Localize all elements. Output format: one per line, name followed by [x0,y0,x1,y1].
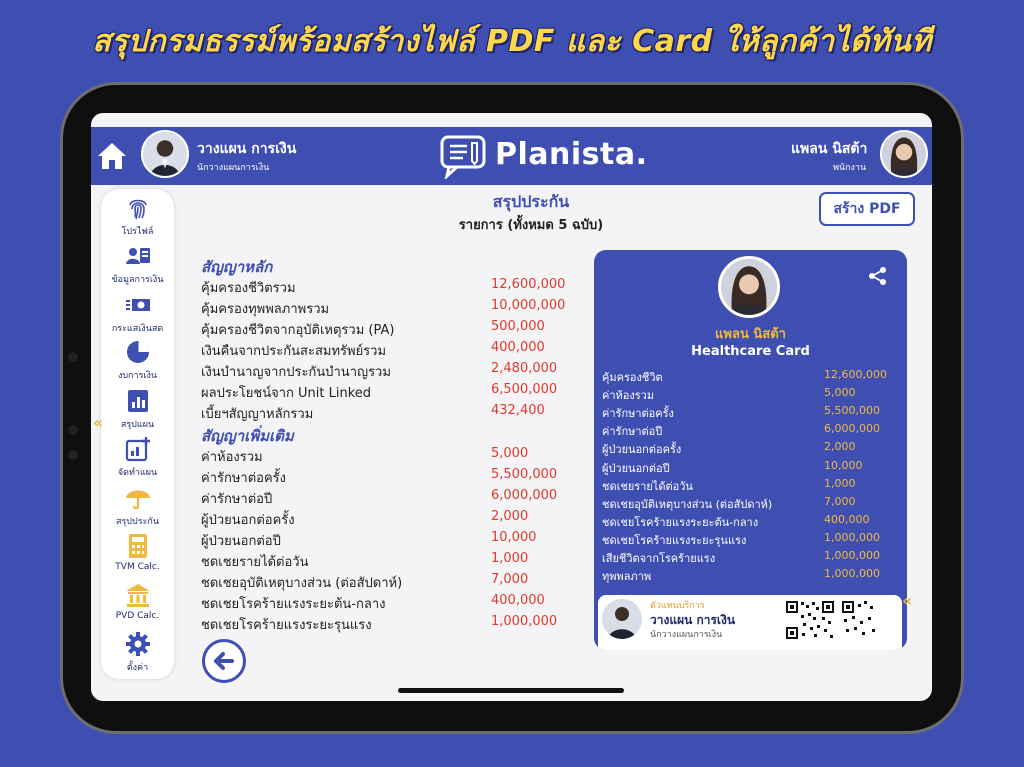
agent-info-box [598,595,902,650]
rider-row-label: ชดเชยโรคร้ายแรงระยะต้น-กลาง [201,597,386,612]
card-row-value: 2,000 [824,440,856,454]
main-contract-row-value: 12,600,000 [491,277,566,292]
card-expand-chevron-icon[interactable]: « [902,591,913,610]
card-row-value: 1,000,000 [824,549,880,562]
rider-row-value: 2,000 [491,509,529,524]
main-contract-row-label: เงินบำนาญจากประกันบำนาญรวม [201,365,391,380]
main-contract-row-label: คุ้มครองทุพพลภาพรวม [201,302,330,317]
agent-name: วางแผน การเงิน [650,613,736,627]
rider-row-value: 5,000 [491,446,529,461]
main-contract-row-label: คุ้มครองชีวิตจากอุบัติเหตุรวม (PA) [201,323,395,338]
card-row-label: เสียชีวิตจากโรคร้ายแรง [602,552,716,565]
card-row-label: ผู้ป่วยนอกต่อครั้ง [602,443,682,457]
card-row-value: 1,000 [824,476,856,490]
sidebar-label: ตั้งค่า [126,663,149,673]
sidebar-nav [101,189,174,679]
rider-row-label: ค่าห้องรวม [201,450,263,465]
main-contract-heading: สัญญาหลัก [201,258,273,276]
sidebar-item-financial-info[interactable] [101,243,174,286]
agent-label: ตัวแทนบริการ [650,601,705,611]
main-contract-row-value: 2,480,000 [491,361,558,376]
sidebar-item-pvd-calc[interactable] [101,582,174,621]
card-row-label: ชดเชยอุบัติเหตุบางส่วน (ต่อสัปดาห์) [602,497,773,511]
card-row-value: 7,000 [824,494,856,508]
sidebar-label: งบการเงิน [117,371,158,381]
user-role: พนักงาน [833,163,867,173]
create-pdf-button[interactable]: สร้าง PDF [819,192,915,226]
rider-row-label: ผู้ป่วยนอกต่อครั้ง [201,513,295,528]
card-row-label: ชดเชยรายได้ต่อวัน [602,479,693,493]
card-title: Healthcare Card [691,344,810,359]
card-row-label: คุ้มครองชีวิต [602,371,663,384]
main-contract-row-label: ผลประโยชน์จาก Unit Linked [201,386,372,401]
fingerprint-icon [125,195,151,221]
main-contract-row-value: 400,000 [491,340,545,355]
rider-row-label: ชดเชยอุบัติเหตุบางส่วน (ต่อสัปดาห์) [201,576,403,591]
healthcare-card [594,250,907,650]
app-screen [91,113,932,701]
share-icon[interactable] [868,266,888,286]
agent-avatar [602,599,642,639]
sidebar-item-cashflow[interactable] [101,292,174,335]
sidebar-item-plan-summary[interactable] [101,388,174,431]
rider-row-value: 7,000 [491,572,529,587]
cash-icon [125,292,151,318]
qr-code-icon[interactable] [786,601,878,641]
rider-row-label: ค่ารักษาต่อครั้ง [201,471,286,486]
card-row-label: ค่ารักษาต่อปี [602,425,663,439]
user-name: แพลน นิสต้า [791,141,868,157]
main-contract-row-value: 432,400 [491,403,545,418]
rider-row-value: 10,000 [491,530,537,545]
sidebar-label: โปรไฟล์ [121,227,154,237]
rider-row-value: 6,000,000 [491,488,558,503]
sidebar-item-settings[interactable] [101,631,174,674]
rider-row-label: ผู้ป่วยนอกต่อปี [201,534,281,549]
back-button[interactable] [202,639,246,683]
bank-icon [125,582,151,608]
home-icon[interactable] [95,139,129,173]
tablet-button [68,425,78,435]
rider-heading: สัญญาเพิ่มเติม [201,427,294,445]
card-row-value: 12,600,000 [824,368,887,381]
rider-row-label: ชดเชยรายได้ต่อวัน [201,555,309,570]
card-row-label: ค่ารักษาต่อครั้ง [602,407,674,421]
gear-icon [125,631,151,657]
logo-text: Planista. [495,137,648,172]
sidebar-item-profile[interactable] [101,195,174,238]
calculator-icon [125,533,151,559]
rider-row-label: ชดเชยโรคร้ายแรงระยะรุนแรง [201,618,372,633]
card-row-value: 1,000,000 [824,530,880,544]
main-contract-row-label: คุ้มครองชีวิตรวม [201,281,296,296]
main-contract-row-value: 10,000,000 [491,298,566,313]
report-icon [125,388,151,414]
arrow-left-icon [205,642,243,680]
sidebar-label: สรุปประกัน [115,517,160,527]
page-subtitle: รายการ (ทั้งหมด 5 ฉบับ) [458,218,604,233]
umbrella-icon [125,485,151,511]
rider-row-value: 400,000 [491,593,545,608]
card-row-value: 400,000 [824,512,870,526]
home-indicator [398,688,624,693]
planner-role: นักวางแผนการเงิน [197,163,270,173]
sidebar-label: ข้อมูลการเงิน [111,275,164,285]
user-avatar[interactable] [880,130,928,178]
sidebar-label: กระแสเงินสด [111,324,164,334]
app-header [91,127,932,185]
card-row-value: 1,000,000 [824,567,880,581]
card-row-value: 5,000 [824,386,856,400]
sidebar-item-insurance-summary[interactable] [101,485,174,528]
card-row-value: 6,000,000 [824,422,880,436]
card-holder-name: แพลน นิสต้า [715,327,786,342]
main-contract-row-value: 6,500,000 [491,382,558,397]
rider-row-value: 1,000 [491,551,529,566]
page-title: สรุปประกัน [492,192,570,211]
sidebar-label: TVM Calc. [115,562,160,572]
tablet-button [68,450,78,460]
tablet-button [68,352,78,362]
sidebar-collapse-chevron-icon[interactable]: « [93,413,104,432]
rider-row-label: ค่ารักษาต่อปี [201,492,273,507]
sidebar-item-financial-statement[interactable] [101,339,174,382]
sidebar-item-tvm-calc[interactable] [101,533,174,572]
main-contract-row-label: เบี้ยฯสัญญาหลักรวม [201,407,314,422]
logo-icon [439,133,489,179]
sidebar-label: จัดทำแผน [117,468,158,478]
planner-avatar[interactable] [141,130,189,178]
card-row-label: ชดเชยโรคร้ายแรงระยะต้น-กลาง [602,515,759,529]
plan-add-icon [125,436,151,462]
sidebar-label: สรุปแผน [120,420,155,430]
id-card-icon [125,243,151,269]
card-row-label: ผู้ป่วยนอกต่อปี [602,461,670,475]
sidebar-item-create-plan[interactable] [101,436,174,479]
rider-row-value: 1,000,000 [491,614,558,629]
card-row-value: 10,000 [824,458,863,472]
promo-banner-title: สรุปกรมธรรม์พร้อมสร้างไฟล์ PDF และ Card ให้ลูกค้าได้ทันที [92,24,932,59]
sidebar-label: PVD Calc. [115,611,160,621]
rider-row-value: 5,500,000 [491,467,558,482]
agent-role: นักวางแผนการเงิน [650,630,723,640]
card-row-label: ทุพพลภาพ [602,570,652,584]
card-row-label: ชดเชยโรคร้ายแรงระยะรุนแรง [602,533,747,547]
main-contract-row-label: เงินคืนจากประกันสะสมทรัพย์รวม [201,344,387,359]
card-row-label: ค่าห้องรวม [602,389,655,403]
main-contract-row-value: 500,000 [491,319,545,334]
card-avatar [718,256,780,318]
card-row-value: 5,500,000 [824,404,880,418]
planner-name: วางแผน การเงิน [197,141,297,157]
planista-logo [439,133,659,179]
pie-chart-icon [125,339,151,365]
